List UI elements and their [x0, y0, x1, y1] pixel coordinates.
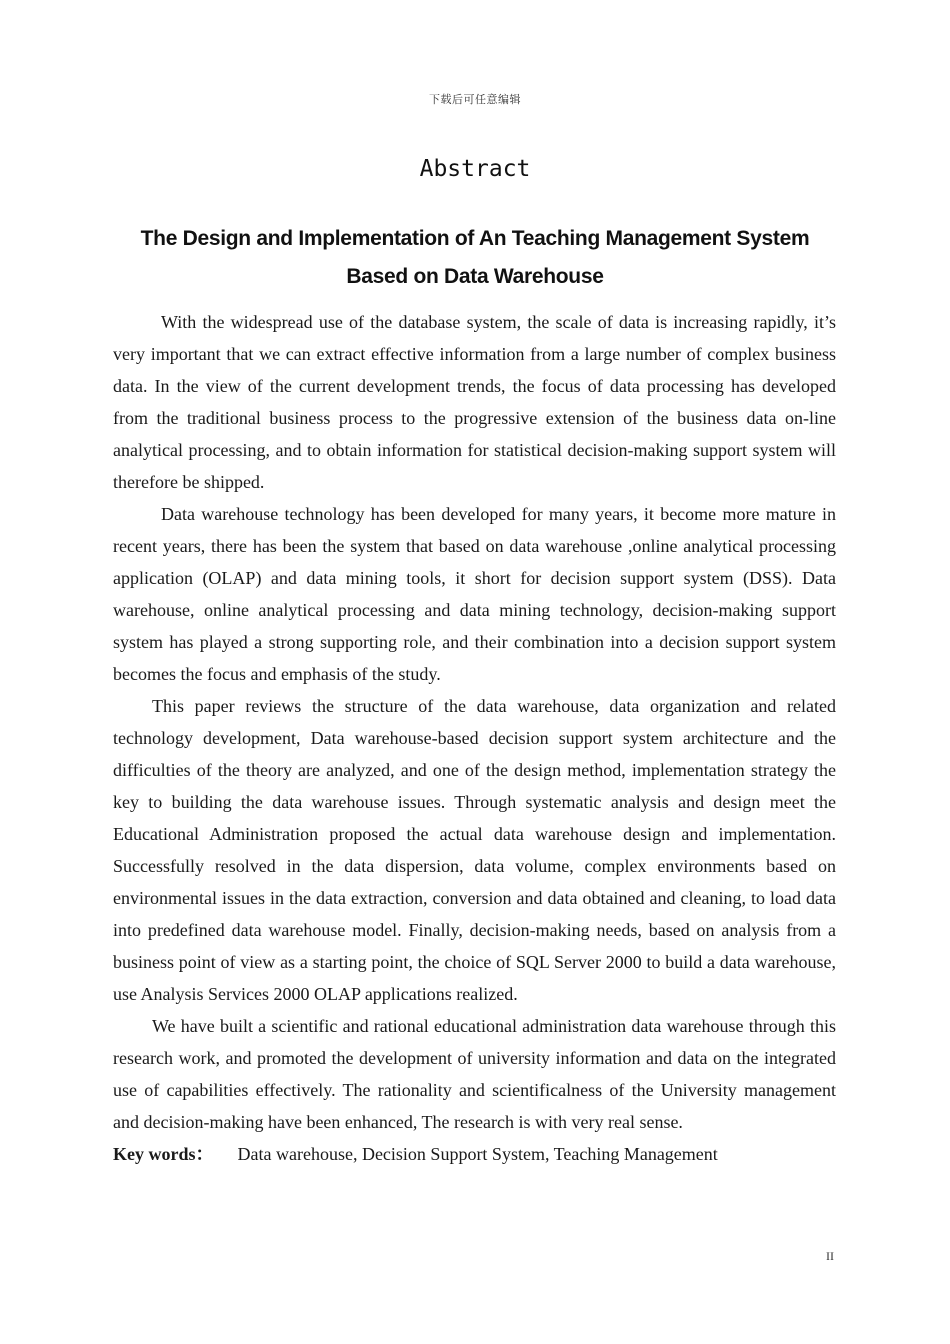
abstract-paragraph-3: This paper reviews the structure of the data warehouse, data organization and related technology development, Data warehouse-based decision support system architecture and the difficulties of the theory are analyzed, and one of the design method, implementation strategy the key to building the data warehouse issues. Through systematic analysis and design meet the Educational Administration proposed the actual data warehouse design and implementation. Successfully resolved in the data dispersion, data volume, complex environments based on environmental issues in the data extraction, conversion and data obtained and cleaning, to load data into predefined data warehouse model. Finally, decision-making needs, based on analysis from a business point of view as a starting point, the choice of SQL Server 2000 to build a data warehouse, use Analysis Services 2000 OLAP applications realized. [113, 696, 836, 1004]
abstract-heading: Abstract [419, 156, 531, 182]
keywords-value: Data warehouse, Decision Support System, Teaching Management [237, 1144, 718, 1164]
page-number: II [826, 1249, 834, 1263]
keywords-label: Key words： [113, 1144, 214, 1164]
abstract-paragraph-2: Data warehouse technology has been developed for many years, it become more mature in recent years, there has been the system that based on data warehouse ,online analytical processing application (OLAP) and data mining tools, it short for decision support system (DSS). Data warehouse, online analytical processing and data mining technology, decision-making support system has played a strong supporting role, and their combination into a decision support system becomes the focus and emphasis of the study. [113, 504, 836, 684]
abstract-paragraph-4: We have built a scientific and rational educational administration data warehouse through this research work, and promoted the development of university information and data on the integrated use of capabilities effectively. The rationality and scientificalness of the University management and decision-making have been enhanced, The research is with very real sense. [113, 1016, 836, 1132]
abstract-paragraph-1: With the widespread use of the database system, the scale of data is increasing rapidly, it’s very important that we can extract effective information from a large number of complex business data. In the view of the current development trends, the focus of data processing has developed from the traditional business process to the progressive extension of the business data on-line analytical processing, and to obtain information for statistical decision-making support system will therefore be shipped. [113, 312, 836, 492]
keywords-line [113, 1138, 836, 1170]
paper-title-line-1: The Design and Implementation of An Teaching Management System [140, 227, 810, 250]
paper-title-line-2: Based on Data Warehouse [346, 265, 604, 288]
paper-title [110, 220, 840, 296]
abstract-body [113, 306, 836, 1170]
header-note: 下载后可任意编辑 [429, 93, 521, 106]
